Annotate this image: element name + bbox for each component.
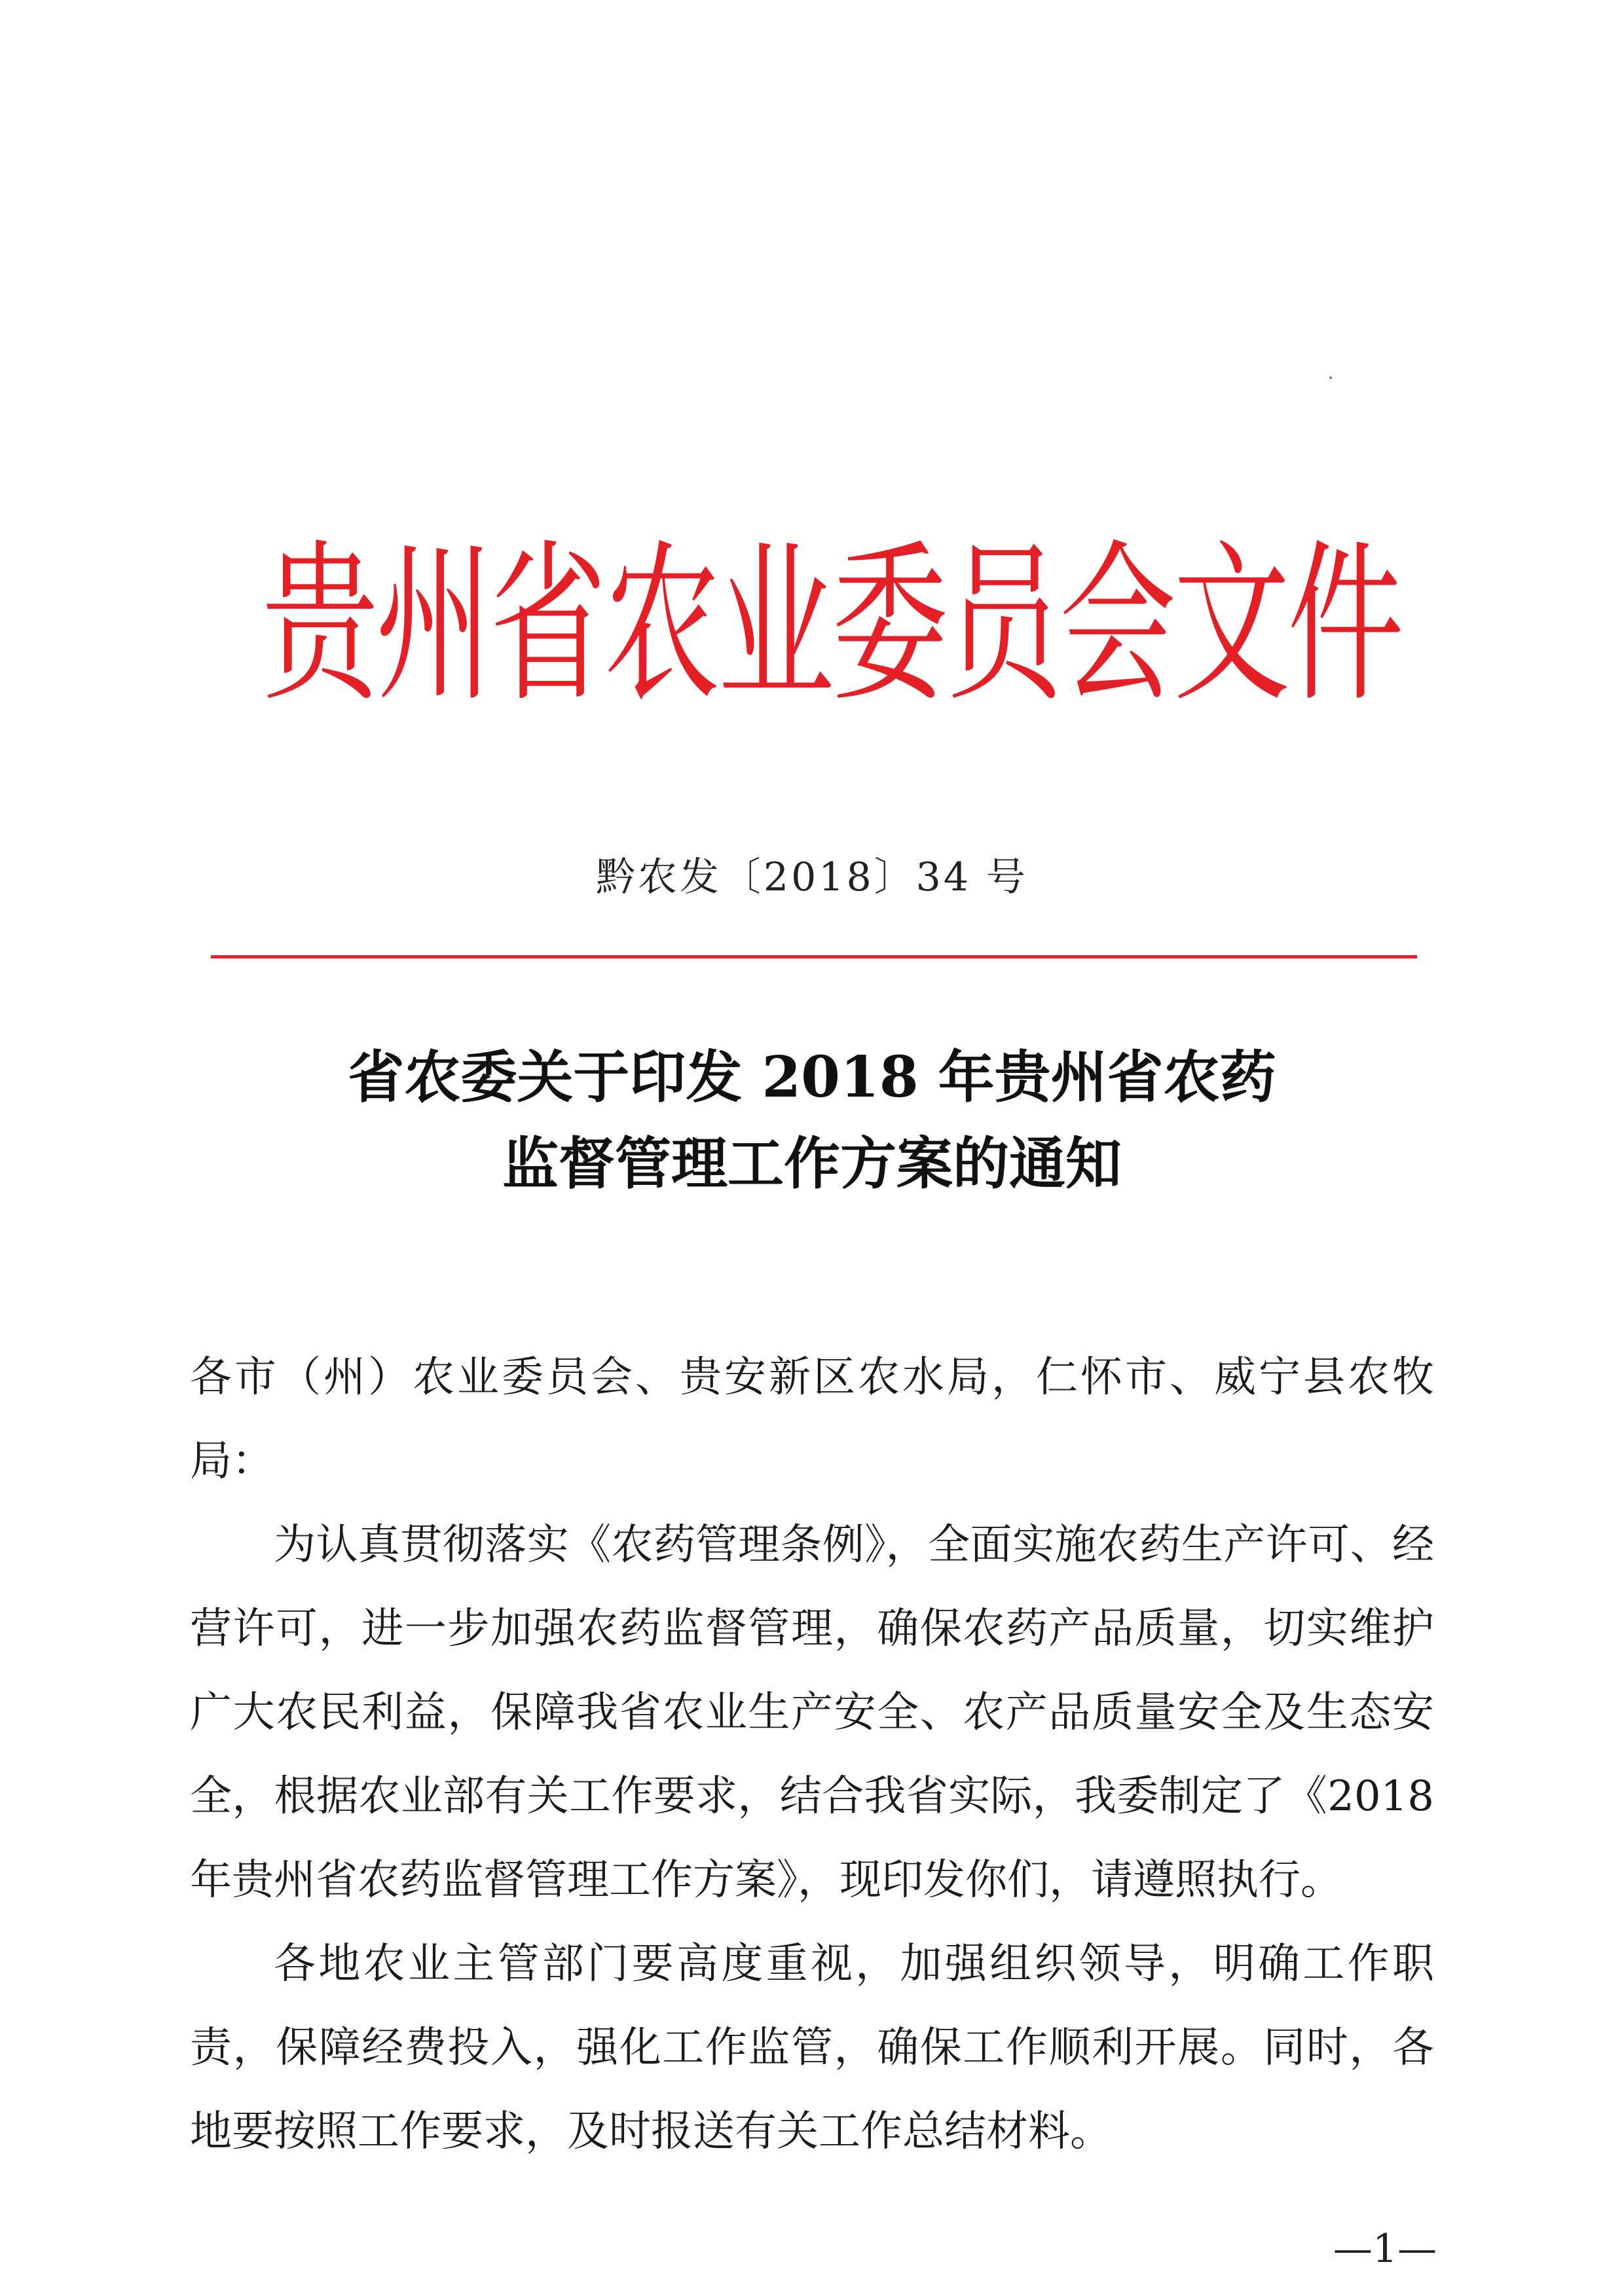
document-title-line-2: 监督管理工作方案的通知 bbox=[502, 1131, 1122, 1197]
red-separator-rule bbox=[211, 955, 1417, 958]
document-number: 黔农发〔2018〕34 号 bbox=[595, 854, 1029, 900]
body-paragraph: 各地农业主管部门要高度重视，加强组织领导，明确工作职责，保障经费投入，强化工作监管，确保工作顺利开展。同时，各地要按照工作要求，及时报送有关工作总结材料。 bbox=[190, 1940, 1434, 2156]
page-number: —1— bbox=[1333, 2226, 1437, 2272]
issuing-org-header: 贵州省农业委员会文件 bbox=[262, 524, 1401, 725]
scan-speck bbox=[1329, 376, 1332, 379]
body-paragraph: 为认真贯彻落实《农药管理条例》，全面实施农药生产许可、经营许可，进一步加强农药监督管理，确保农药产品质量，切实维护广大农民利益，保障我省农业生产安全、农产品质量安全及生态安全，根据农业部有关工作要求，结合我省实际，我委制定了《2018年贵州省农药监督管理工作方案》，现印发你们，请遵照执行。 bbox=[190, 1521, 1434, 1904]
document-body bbox=[190, 1336, 1434, 2174]
document-title-line-1: 省农委关于印发 2018 年贵州省农药 bbox=[348, 1044, 1276, 1110]
document-title bbox=[0, 1034, 1624, 1207]
addressee-line: 各市（州）农业委员会、贵安新区农水局，仁怀市、威宁县农牧局： bbox=[190, 1353, 1434, 1485]
